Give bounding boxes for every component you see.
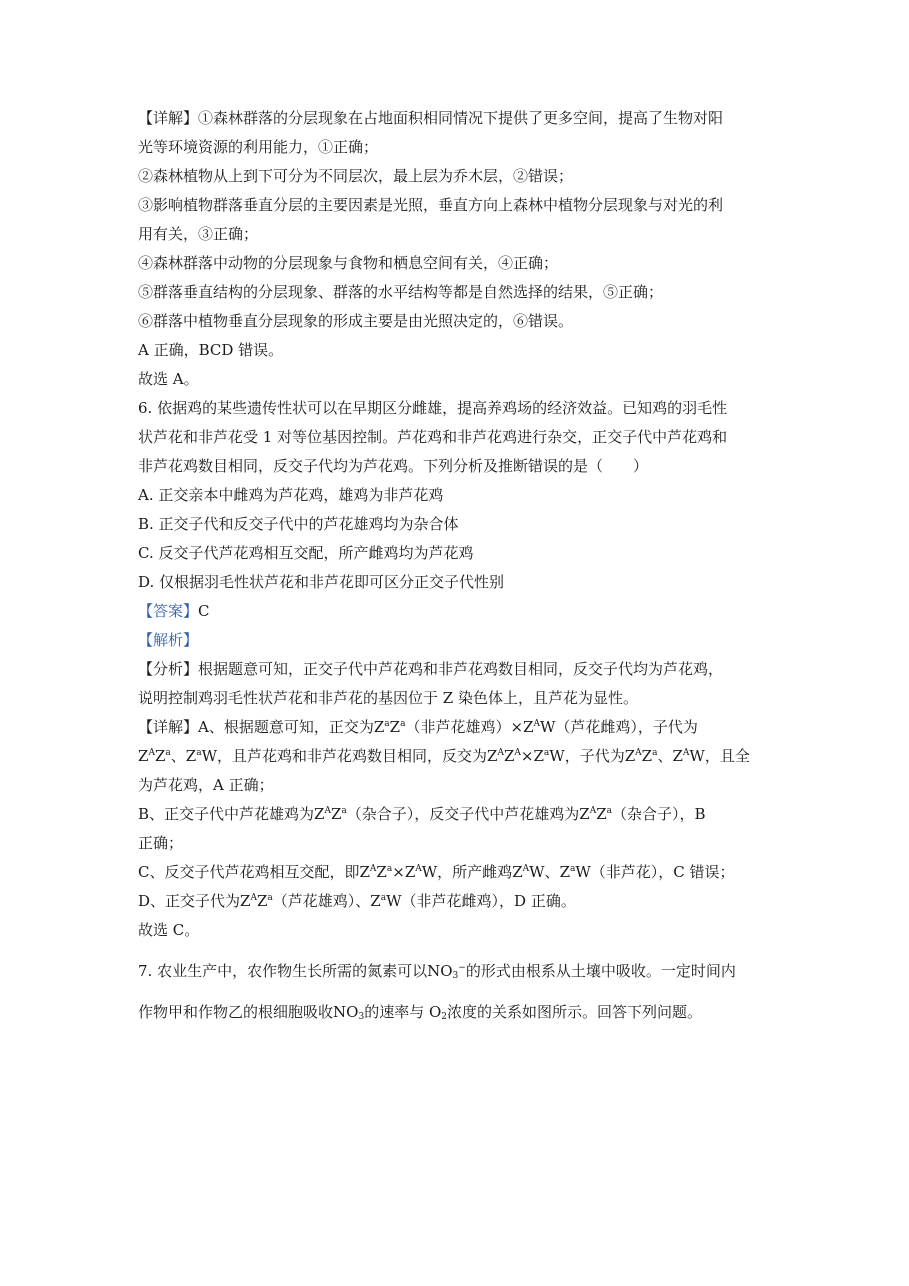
q6-option-c: C. 反交子代芦花鸡相互交配，所产雌鸡均为芦花鸡 — [138, 544, 474, 562]
q5-point-2: ②森林植物从上到下可分为不同层次，最上层为乔木层，②错误； — [138, 167, 574, 185]
answer-value: C — [198, 602, 210, 620]
q5-point-3-line-2: 用有关，③正确； — [138, 225, 259, 243]
q6-detail-c: C、反交子代芦花鸡相互交配，即$Z^AZ^a\times Z^AW$，所产雌鸡$Z^AW$、$Z^aW$（非芦花），C 错误； — [138, 863, 735, 881]
q7-stem-line-2: 作物甲和作物乙的根细胞吸收$NO_3$的速率与 $O_2$浓度的关系如图所示。回答下列问题。 — [138, 1003, 703, 1022]
q6-detail-b-line-1: B、正交子代中芦花雄鸡为$Z^AZ^a$（杂合子），反交子代中芦花雄鸡为$Z^AZ^a$（杂合子），B — [138, 805, 706, 823]
q5-conclusion: A 正确，BCD 错误。 — [138, 341, 284, 359]
q6-detail-a-line-3: 为芦花鸡，A 正确； — [138, 776, 274, 794]
nitrate-formula: $NO_3$ — [333, 1003, 365, 1022]
q6-option-a: A. 正交亲本中雌鸡为芦花鸡，雄鸡为非芦花鸡 — [138, 486, 444, 504]
q5-point-4: ④森林群落中动物的分层现象与食物和栖息空间有关，④正确； — [138, 254, 559, 272]
document-page — [138, 104, 778, 1027]
q5-point-3-line-1: ③影响植物群落垂直分层的主要因素是光照，垂直方向上森林中植物分层现象与对光的利 — [138, 196, 724, 214]
q5-point-5: ⑤群落垂直结构的分层现象、群落的水平结构等都是自然选择的结果，⑤正确； — [138, 283, 664, 301]
q6-choice: 故选 C。 — [138, 921, 200, 939]
q6-stem-line-1: 6. 依据鸡的某些遗传性状可以在早期区分雌雄，提高养鸡场的经济效益。已知鸡的羽毛性 — [138, 399, 728, 417]
q6-detail-b-line-2: 正确； — [138, 834, 184, 852]
q6-fenxi-line-1: 【分析】根据题意可知，正交子代中芦花鸡和非芦花鸡数目相同，反交子代均为芦花鸡， — [138, 660, 724, 678]
nitrate-formula: $NO_3^-$ — [427, 962, 466, 981]
q5-detail-line-1: 【详解】①森林群落的分层现象在占地面积相同情况下提供了更多空间，提高了生物对阳 — [138, 109, 724, 127]
q5-choice: 故选 A。 — [138, 370, 199, 388]
q6-detail-a-line-1: 【详解】A、根据题意可知，正交为$Z^aZ^a$（非芦花雄鸡）$\times Z^AW$（芦花雌鸡），子代为 — [138, 718, 698, 736]
answer-tag: 【答案】 — [138, 602, 199, 620]
q6-analysis-tag: 【解析】 — [138, 631, 199, 649]
q6-detail-d: D、正交子代为$Z^AZ^a$（芦花雄鸡）、$Z^aW$（非芦花雌鸡），D 正确。 — [138, 892, 576, 910]
q6-stem-line-3: 非芦花鸡数目相同，反交子代均为芦花鸡。下列分析及推断错误的是（ ） — [138, 457, 649, 475]
q6-answer — [138, 597, 778, 626]
q6-detail-a-line-2: $Z^AZ^a$、$Z^aW$，且芦花鸡和非芦花鸡数目相同，反交为$Z^AZ^A\times Z^aW$，子代为$Z^AZ^a$、$Z^AW$，且全 — [138, 747, 750, 765]
q5-detail-line-2: 光等环境资源的利用能力，①正确； — [138, 138, 379, 156]
q6-fenxi-line-2: 说明控制鸡羽毛性状芦花和非芦花的基因位于 Z 染色体上，且芦花为显性。 — [138, 689, 638, 707]
q6-option-d: D. 仅根据羽毛性状芦花和非芦花即可区分正交子代性别 — [138, 573, 505, 591]
q7-stem-line-1: 7. 农业生产中，农作物生长所需的氮素可以$NO_3^-$的形式由根系从土壤中吸收。一定时间内 — [138, 962, 736, 981]
q5-point-6: ⑥群落中植物垂直分层现象的形成主要是由光照决定的，⑥错误。 — [138, 312, 574, 330]
q6-option-b: B. 正交子代和反交子代中的芦花雄鸡均为杂合体 — [138, 515, 459, 533]
q6-stem-line-2: 状芦花和非芦花受 1 对等位基因控制。芦花鸡和非芦花鸡进行杂交，正交子代中芦花鸡和 — [138, 428, 728, 446]
